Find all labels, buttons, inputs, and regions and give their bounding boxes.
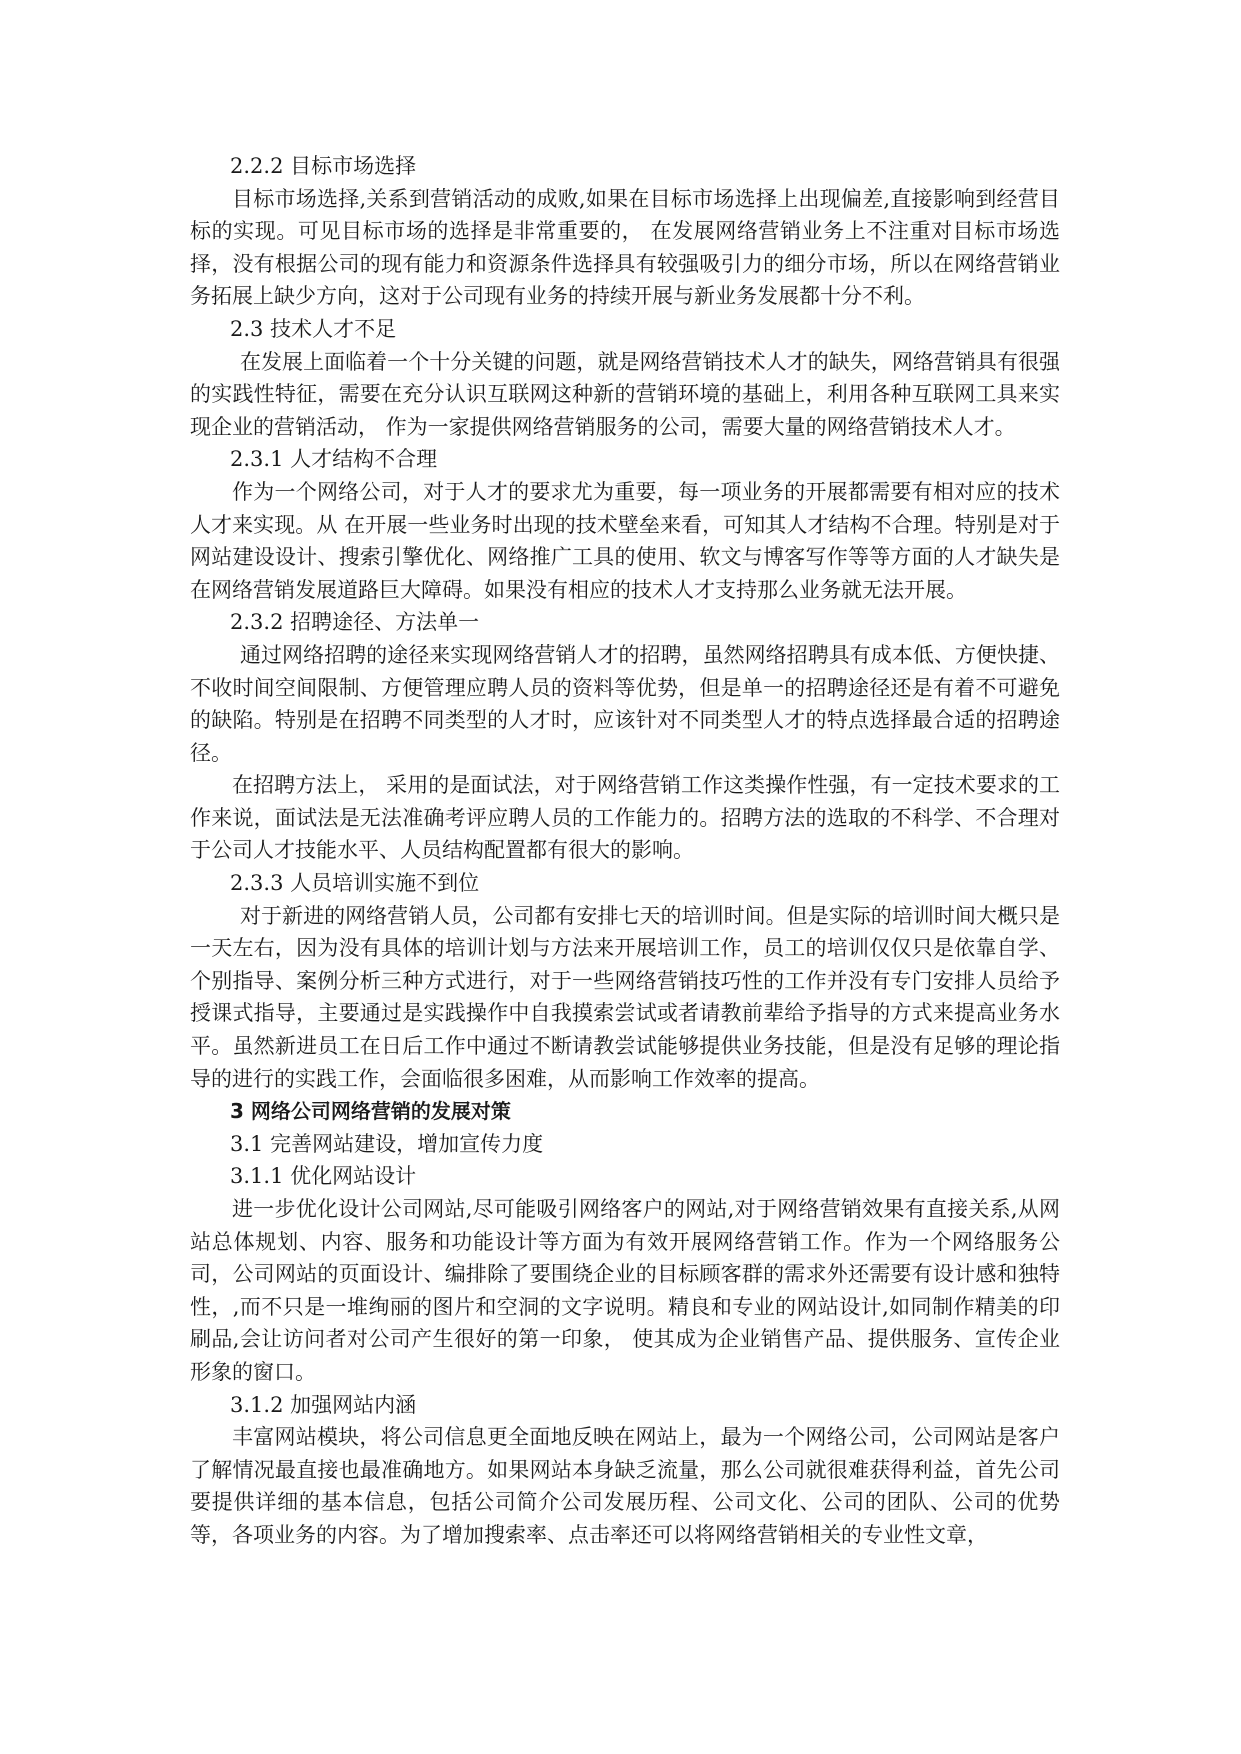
section-heading-3-1-2: 3.1.2 加强网站内涵 [230,1392,417,1417]
paragraph-website-content: 丰富网站模块，将公司信息更全面地反映在网站上，最为一个网络公司，公司网站是客户了解情况最直接也最准确地方。如果网站本身缺乏流量，那么公司就很难获得利益，首先公司要提供详细的基本信息，包括公司简介公司发展历程、公司文化、公司的团队、公司的优势等，各项业务的内容。为了增加搜索率、点击率还可以将网络营销相关的专业性文章， [190,1425,1060,1547]
section-heading-2-3: 2.3 技术人才不足 [230,316,397,341]
chapter-heading-3: 3 网络公司网络营销的发展对策 [230,1099,511,1124]
paragraph-target-market: 目标市场选择,关系到营销活动的成败,如果在目标市场选择上出现偏差,直接影响到经营目标的实现。可见目标市场的选择是非常重要的， 在发展网络营销业务上不注重对目标市场选择，没有根据公司的现有能力和资源条件选择具有较强吸引力的细分市场，所以在网络营销业务拓展上缺少方向，这对于公司现有业务的持续开展与新业务发展都十分不利。 [190,186,1060,309]
section-heading-3-1: 3.1 完善网站建设，增加宣传力度 [230,1131,544,1156]
section-heading-2-3-2: 2.3.2 招聘途径、方法单一 [230,610,480,635]
section-heading-3-1-1: 3.1.1 优化网站设计 [230,1164,417,1189]
paragraph-recruitment-channel: 通过网络招聘的途径来实现网络营销人才的招聘，虽然网络招聘具有成本低、方便快捷、不收时间空间限制、方便管理应聘人员的资料等优势，但是单一的招聘途径还是有着不可避免的缺陷。特别是在招聘不同类型的人才时，应该针对不同类型人才的特点选择最合适的招聘途径。 [190,642,1060,765]
paragraph-talent-structure: 作为一个网络公司，对于人才的要求尤为重要，每一项业务的开展都需要有相对应的技术人才来实现。从 在开展一些业务时出现的技术壁垒来看，可知其人才结构不合理。特别是对于网站建设设计、搜索引擎优化、网络推广工具的使用、软文与博客写作等等方面的人才缺失是 在网络营销发展道路巨大障碍。如果没有相应的技术人才支持那么业务就无法开展。 [190,479,1060,602]
section-heading-2-3-1: 2.3.1 人才结构不合理 [230,447,438,472]
paragraph-talent-shortage: 在发展上面临着一个十分关键的问题，就是网络营销技术人才的缺失，网络营销具有很强的实践性特征，需要在充分认识互联网这种新的营销环境的基础上，利用各种互联网工具来实现企业的营销活动， 作为一家提供网络营销服务的公司，需要大量的网络营销技术人才。 [190,349,1060,439]
section-heading-2-2-2: 2.2.2 目标市场选择 [230,154,417,178]
section-heading-2-3-3: 2.3.3 人员培训实施不到位 [230,871,480,896]
paragraph-website-design: 进一步优化设计公司网站,尽可能吸引网络客户的网站,对于网络营销效果有直接关系,从网站总体规划、内容、服务和功能设计等方面为有效开展网络营销工作。作为一个网络服务公司，公司网站的页面设计、编排除了要围绕企业的目标顾客群的需求外还需要有设计感和独特性，,而不只是一堆绚丽的图片和空洞的文字说明。精良和专业的网站设计,如同制作精美的印刷品,会让访问者对公司产生很好的第一印象， 使其成为企业销售产品、提供服务、宣传企业形象的窗口。 [190,1197,1060,1384]
paragraph-recruitment-method: 在招聘方法上， 采用的是面试法，对于网络营销工作这类操作性强，有一定技术要求的工作来说，面试法是无法准确考评应聘人员的工作能力的。招聘方法的选取的不科学、不合理对于公司人才技能水平、人员结构配置都有很大的影响。 [190,773,1060,863]
paragraph-training: 对于新进的网络营销人员，公司都有安排七天的培训时间。但是实际的培训时间大概只是一天左右，因为没有具体的培训计划与方法来开展培训工作，员工的培训仅仅只是依靠自学、个别指导、案例分析三种方式进行，对于一些网络营销技巧性的工作并没有专门安排人员给予授课式指导，主要通过是实践操作中自我摸索尝试或者请教前辈给予指导的方式来提高业务水平。虽然新进员工在日后工作中通过不断请教尝试能够提供业务技能，但是没有足够的理论指导的进行的实践工作，会面临很多困难，从而影响工作效率的提高。 [190,903,1060,1091]
document-body [190,150,1060,1552]
